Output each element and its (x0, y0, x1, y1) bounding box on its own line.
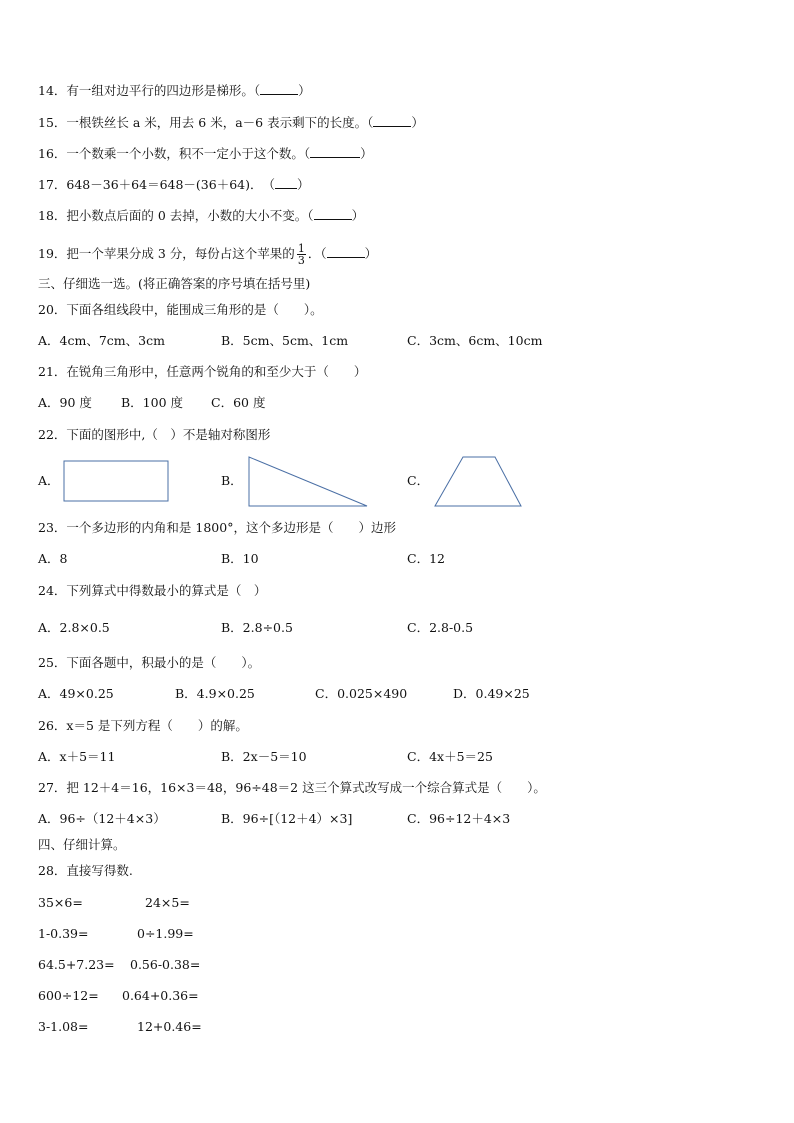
rectangle-outline (64, 461, 168, 501)
question-27-stem: 27．把 12＋4＝16，16×3＝48，96÷48＝2 这三个算式改写成一个综合算式是（ ）。 (38, 780, 546, 795)
question-21-stem: 21．在锐角三角形中，任意两个锐角的和至少大于（ ） (38, 364, 367, 379)
question-15 (38, 114, 424, 131)
calc-item: 1-0.39= (38, 926, 89, 941)
q17-answer-blank[interactable] (275, 176, 297, 189)
q15-text: 一根铁丝长 a 米，用去 6 米，a－6 表示剩下的长度。（ (66, 115, 374, 130)
trapezoid-outline (435, 457, 521, 506)
q23-option-b[interactable]: B．10 (221, 551, 259, 566)
q27-option-b[interactable]: B．96÷[（12＋4）×3] (221, 811, 353, 826)
q16-text: 一个数乘一个小数，积不一定小于这个数。（ (66, 146, 311, 161)
q16-close: ） (360, 146, 373, 161)
q25-option-c[interactable]: C．0.025×490 (315, 686, 408, 701)
section-4-title: 四、仔细计算。 (38, 837, 126, 852)
calc-item: 0.56-0.38= (130, 957, 201, 972)
calc-item: 12+0.46= (137, 1019, 202, 1034)
q25-option-a[interactable]: A．49×0.25 (38, 686, 114, 701)
q25-option-b[interactable]: B．4.9×0.25 (175, 686, 255, 701)
q17-number: 17． (38, 177, 67, 192)
q24-option-a[interactable]: A．2.8×0.5 (38, 620, 110, 635)
question-22-stem: 22．下面的图形中,（ ）不是轴对称图形 (38, 427, 271, 442)
question-26-stem: 26．x＝5 是下列方程（ ）的解。 (38, 718, 248, 733)
question-16 (38, 145, 373, 162)
q24-option-b[interactable]: B．2.8÷0.5 (221, 620, 293, 635)
calc-item: 0÷1.99= (137, 926, 194, 941)
q18-text: 把小数点后面的 0 去掉，小数的大小不变。（ (66, 208, 314, 223)
question-25-stem: 25．下面各题中，积最小的是（ ）。 (38, 655, 261, 670)
q19-close: ） (364, 246, 378, 261)
q15-answer-blank[interactable] (373, 114, 411, 127)
calc-item: 0.64+0.36= (122, 988, 199, 1003)
q19-fraction-numerator: 1 (297, 242, 305, 255)
q15-number: 15． (38, 115, 67, 130)
q14-answer-blank[interactable] (260, 82, 298, 95)
q20-option-c[interactable]: C．3cm、6cm、10cm (407, 333, 543, 348)
q22-option-a[interactable]: A． (38, 473, 60, 488)
right-triangle-outline (249, 457, 367, 506)
calc-item: 600÷12= (38, 988, 99, 1003)
q19-fraction (297, 243, 306, 266)
q19-number: 19． (38, 246, 67, 261)
q20-option-a[interactable]: A．4cm、7cm、3cm (38, 333, 165, 348)
question-19 (38, 240, 377, 268)
question-28-stem: 28．直接写得数. (38, 863, 133, 878)
q16-number: 16． (38, 146, 67, 161)
calc-item: 3-1.08= (38, 1019, 89, 1034)
question-18 (38, 207, 364, 224)
question-17 (38, 176, 310, 193)
q19-fraction-denominator: 3 (297, 254, 305, 267)
question-23-stem: 23．一个多边形的内角和是 1800°，这个多边形是（ ）边形 (38, 520, 396, 535)
calc-item: 64.5+7.23= (38, 957, 115, 972)
trapezoid-shape (431, 455, 527, 509)
q26-option-a[interactable]: A．x＋5＝11 (38, 749, 116, 764)
q21-option-b[interactable]: B．100 度 (121, 395, 184, 410)
q14-close: ） (298, 83, 311, 98)
question-14 (38, 82, 311, 99)
calc-item: 24×5= (145, 895, 190, 910)
q16-answer-blank[interactable] (310, 145, 360, 158)
q18-number: 18． (38, 208, 67, 223)
q14-number: 14． (38, 83, 67, 98)
q26-option-b[interactable]: B．2x－5＝10 (221, 749, 307, 764)
q17-close: ） (297, 177, 310, 192)
q24-option-c[interactable]: C．2.8-0.5 (407, 620, 474, 635)
q26-option-c[interactable]: C．4x＋5＝25 (407, 749, 493, 764)
q21-option-c[interactable]: C．60 度 (211, 395, 266, 410)
q22-option-b[interactable]: B． (221, 473, 243, 488)
q18-answer-blank[interactable] (314, 207, 352, 220)
q15-close: ） (411, 115, 424, 130)
q25-option-d[interactable]: D．0.49×25 (453, 686, 530, 701)
rectangle-shape (62, 459, 172, 503)
q22-option-c[interactable]: C． (407, 473, 430, 488)
question-24-stem: 24．下列算式中得数最小的算式是（ ） (38, 583, 267, 598)
q23-option-a[interactable]: A．8 (38, 551, 68, 566)
q20-option-b[interactable]: B．5cm、5cm、1cm (221, 333, 349, 348)
question-20-stem: 20．下面各组线段中，能围成三角形的是（ ）。 (38, 302, 323, 317)
q14-text: 有一组对边平行的四边形是梯形。（ (66, 83, 261, 98)
q19-answer-blank[interactable] (327, 245, 365, 258)
q18-close: ） (351, 208, 365, 223)
right-triangle-shape (245, 455, 371, 509)
q21-option-a[interactable]: A．90 度 (38, 395, 92, 410)
calc-item: 35×6= (38, 895, 83, 910)
q27-option-c[interactable]: C．96÷12＋4×3 (407, 811, 511, 826)
q19-text: 把一个苹果分成 3 分，每份占这个苹果的 (66, 246, 295, 261)
q23-option-c[interactable]: C．12 (407, 551, 445, 566)
q17-text: 648－36＋64＝648－(36＋64)． （ (66, 177, 276, 192)
q19-tail: ．（ (307, 246, 327, 261)
q27-option-a[interactable]: A．96÷（12＋4×3） (38, 811, 166, 826)
section-3-title: 三、仔细选一选。(将正确答案的序号填在括号里) (38, 276, 311, 291)
